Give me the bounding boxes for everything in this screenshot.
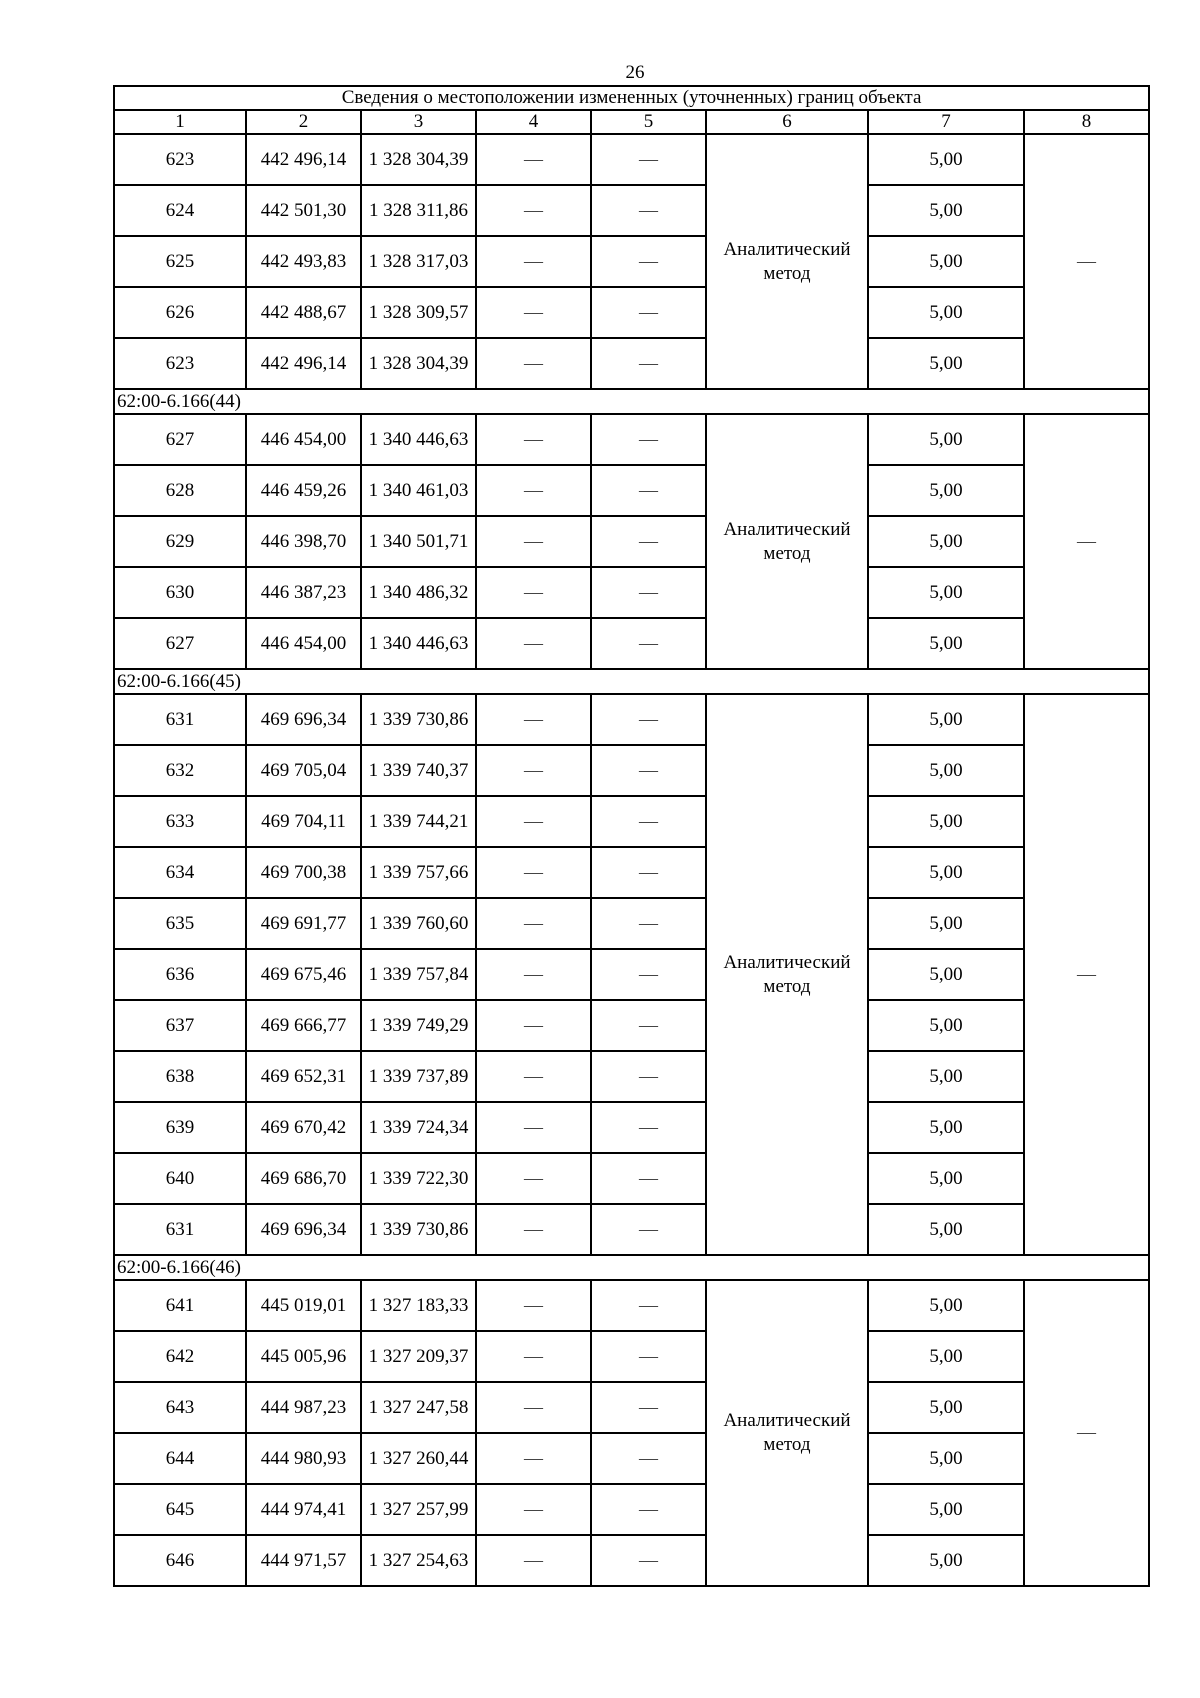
table-row	[114, 516, 1149, 567]
column-5-value: —	[591, 1204, 706, 1255]
section-row	[114, 1255, 1149, 1280]
column-5-value: —	[591, 516, 706, 567]
accuracy-value: 5,00	[868, 287, 1024, 338]
column-5-value: —	[591, 1331, 706, 1382]
x-coordinate: 445 005,96	[246, 1331, 361, 1382]
y-coordinate: 1 339 740,37	[361, 745, 476, 796]
column-4-value: —	[476, 134, 591, 185]
y-coordinate: 1 339 737,89	[361, 1051, 476, 1102]
column-4-value: —	[476, 898, 591, 949]
x-coordinate: 444 980,93	[246, 1433, 361, 1484]
table-body	[114, 86, 1149, 1586]
table-row	[114, 134, 1149, 185]
section-label: 62:00-6.166(45)	[114, 669, 1149, 694]
point-number: 641	[114, 1280, 246, 1331]
column-5-value: —	[591, 465, 706, 516]
y-coordinate: 1 340 486,32	[361, 567, 476, 618]
table-row	[114, 185, 1149, 236]
point-number: 636	[114, 949, 246, 1000]
y-coordinate: 1 327 209,37	[361, 1331, 476, 1382]
column-4-value: —	[476, 1102, 591, 1153]
table-row	[114, 567, 1149, 618]
y-coordinate: 1 340 446,63	[361, 414, 476, 465]
accuracy-value: 5,00	[868, 236, 1024, 287]
x-coordinate: 444 971,57	[246, 1535, 361, 1586]
accuracy-value: 5,00	[868, 618, 1024, 669]
column-5-value: —	[591, 338, 706, 389]
column-5-value: —	[591, 287, 706, 338]
column-5-value: —	[591, 847, 706, 898]
column-header-row	[114, 110, 1149, 134]
column-4-value: —	[476, 236, 591, 287]
x-coordinate: 469 691,77	[246, 898, 361, 949]
accuracy-value: 5,00	[868, 567, 1024, 618]
y-coordinate: 1 328 304,39	[361, 134, 476, 185]
column-8-value: —	[1024, 414, 1149, 669]
table-row	[114, 1153, 1149, 1204]
point-number: 628	[114, 465, 246, 516]
y-coordinate: 1 339 757,84	[361, 949, 476, 1000]
y-coordinate: 1 328 304,39	[361, 338, 476, 389]
y-coordinate: 1 327 260,44	[361, 1433, 476, 1484]
y-coordinate: 1 328 311,86	[361, 185, 476, 236]
x-coordinate: 442 496,14	[246, 338, 361, 389]
table-row	[114, 1280, 1149, 1331]
x-coordinate: 469 705,04	[246, 745, 361, 796]
column-4-value: —	[476, 949, 591, 1000]
column-5-value: —	[591, 796, 706, 847]
table-row	[114, 414, 1149, 465]
column-5-value: —	[591, 1382, 706, 1433]
y-coordinate: 1 327 257,99	[361, 1484, 476, 1535]
accuracy-value: 5,00	[868, 1331, 1024, 1382]
column-4-value: —	[476, 1331, 591, 1382]
y-coordinate: 1 327 183,33	[361, 1280, 476, 1331]
table-row	[114, 1433, 1149, 1484]
table-row	[114, 1484, 1149, 1535]
method-label: Аналитический метод	[706, 414, 868, 669]
table-row	[114, 1000, 1149, 1051]
y-coordinate: 1 327 247,58	[361, 1382, 476, 1433]
table-row	[114, 1204, 1149, 1255]
column-4-value: —	[476, 516, 591, 567]
x-coordinate: 446 387,23	[246, 567, 361, 618]
y-coordinate: 1 339 749,29	[361, 1000, 476, 1051]
column-4-value: —	[476, 1153, 591, 1204]
y-coordinate: 1 339 744,21	[361, 796, 476, 847]
accuracy-value: 5,00	[868, 1153, 1024, 1204]
x-coordinate: 469 670,42	[246, 1102, 361, 1153]
column-5-value: —	[591, 414, 706, 465]
y-coordinate: 1 339 724,34	[361, 1102, 476, 1153]
column-4-value: —	[476, 1484, 591, 1535]
accuracy-value: 5,00	[868, 949, 1024, 1000]
point-number: 627	[114, 618, 246, 669]
point-number: 635	[114, 898, 246, 949]
accuracy-value: 5,00	[868, 847, 1024, 898]
y-coordinate: 1 328 309,57	[361, 287, 476, 338]
column-4-value: —	[476, 1433, 591, 1484]
point-number: 644	[114, 1433, 246, 1484]
x-coordinate: 444 987,23	[246, 1382, 361, 1433]
x-coordinate: 442 501,30	[246, 185, 361, 236]
table-row	[114, 1051, 1149, 1102]
y-coordinate: 1 340 501,71	[361, 516, 476, 567]
table-row	[114, 745, 1149, 796]
column-5-value: —	[591, 1102, 706, 1153]
column-header: 5	[591, 110, 706, 134]
table-row	[114, 287, 1149, 338]
accuracy-value: 5,00	[868, 694, 1024, 745]
column-header: 1	[114, 110, 246, 134]
point-number: 626	[114, 287, 246, 338]
accuracy-value: 5,00	[868, 1535, 1024, 1586]
table-row	[114, 949, 1149, 1000]
column-4-value: —	[476, 287, 591, 338]
x-coordinate: 446 398,70	[246, 516, 361, 567]
y-coordinate: 1 328 317,03	[361, 236, 476, 287]
point-number: 634	[114, 847, 246, 898]
accuracy-value: 5,00	[868, 1433, 1024, 1484]
column-4-value: —	[476, 567, 591, 618]
y-coordinate: 1 340 446,63	[361, 618, 476, 669]
table-title-row	[114, 86, 1149, 110]
column-header: 4	[476, 110, 591, 134]
x-coordinate: 446 454,00	[246, 414, 361, 465]
accuracy-value: 5,00	[868, 516, 1024, 567]
point-number: 630	[114, 567, 246, 618]
x-coordinate: 469 704,11	[246, 796, 361, 847]
column-4-value: —	[476, 796, 591, 847]
column-8-value: —	[1024, 694, 1149, 1255]
point-number: 623	[114, 338, 246, 389]
point-number: 637	[114, 1000, 246, 1051]
x-coordinate: 469 675,46	[246, 949, 361, 1000]
column-4-value: —	[476, 1051, 591, 1102]
x-coordinate: 469 652,31	[246, 1051, 361, 1102]
column-4-value: —	[476, 694, 591, 745]
column-header: 3	[361, 110, 476, 134]
column-5-value: —	[591, 1535, 706, 1586]
table-row	[114, 796, 1149, 847]
accuracy-value: 5,00	[868, 185, 1024, 236]
column-5-value: —	[591, 745, 706, 796]
x-coordinate: 442 496,14	[246, 134, 361, 185]
point-number: 625	[114, 236, 246, 287]
table-title: Сведения о местоположении измененных (уточненных) границ объекта	[114, 86, 1149, 110]
point-number: 623	[114, 134, 246, 185]
table-row	[114, 898, 1149, 949]
column-4-value: —	[476, 465, 591, 516]
table-row	[114, 847, 1149, 898]
table-row	[114, 236, 1149, 287]
column-header: 2	[246, 110, 361, 134]
y-coordinate: 1 339 760,60	[361, 898, 476, 949]
x-coordinate: 444 974,41	[246, 1484, 361, 1535]
x-coordinate: 442 488,67	[246, 287, 361, 338]
column-header: 7	[868, 110, 1024, 134]
x-coordinate: 469 700,38	[246, 847, 361, 898]
accuracy-value: 5,00	[868, 1280, 1024, 1331]
column-5-value: —	[591, 236, 706, 287]
point-number: 638	[114, 1051, 246, 1102]
y-coordinate: 1 339 730,86	[361, 694, 476, 745]
column-4-value: —	[476, 745, 591, 796]
table-row	[114, 1102, 1149, 1153]
column-4-value: —	[476, 847, 591, 898]
method-label: Аналитический метод	[706, 1280, 868, 1586]
column-4-value: —	[476, 1204, 591, 1255]
column-5-value: —	[591, 1051, 706, 1102]
accuracy-value: 5,00	[868, 1382, 1024, 1433]
accuracy-value: 5,00	[868, 1102, 1024, 1153]
table-row	[114, 1382, 1149, 1433]
y-coordinate: 1 340 461,03	[361, 465, 476, 516]
accuracy-value: 5,00	[868, 1484, 1024, 1535]
column-8-value: —	[1024, 1280, 1149, 1586]
point-number: 645	[114, 1484, 246, 1535]
column-5-value: —	[591, 949, 706, 1000]
point-number: 631	[114, 1204, 246, 1255]
accuracy-value: 5,00	[868, 796, 1024, 847]
column-5-value: —	[591, 1484, 706, 1535]
point-number: 640	[114, 1153, 246, 1204]
column-5-value: —	[591, 185, 706, 236]
point-number: 624	[114, 185, 246, 236]
column-4-value: —	[476, 1000, 591, 1051]
point-number: 633	[114, 796, 246, 847]
accuracy-value: 5,00	[868, 745, 1024, 796]
x-coordinate: 469 696,34	[246, 694, 361, 745]
point-number: 631	[114, 694, 246, 745]
table-row	[114, 1535, 1149, 1586]
y-coordinate: 1 339 730,86	[361, 1204, 476, 1255]
table-row	[114, 1331, 1149, 1382]
accuracy-value: 5,00	[868, 898, 1024, 949]
x-coordinate: 469 686,70	[246, 1153, 361, 1204]
x-coordinate: 469 696,34	[246, 1204, 361, 1255]
column-5-value: —	[591, 1433, 706, 1484]
point-number: 629	[114, 516, 246, 567]
accuracy-value: 5,00	[868, 465, 1024, 516]
column-5-value: —	[591, 1000, 706, 1051]
accuracy-value: 5,00	[868, 1051, 1024, 1102]
point-number: 642	[114, 1331, 246, 1382]
column-header: 8	[1024, 110, 1149, 134]
column-4-value: —	[476, 185, 591, 236]
point-number: 643	[114, 1382, 246, 1433]
point-number: 646	[114, 1535, 246, 1586]
column-8-value: —	[1024, 134, 1149, 389]
column-5-value: —	[591, 1153, 706, 1204]
accuracy-value: 5,00	[868, 134, 1024, 185]
y-coordinate: 1 339 722,30	[361, 1153, 476, 1204]
accuracy-value: 5,00	[868, 338, 1024, 389]
point-number: 639	[114, 1102, 246, 1153]
x-coordinate: 446 459,26	[246, 465, 361, 516]
y-coordinate: 1 339 757,66	[361, 847, 476, 898]
column-4-value: —	[476, 414, 591, 465]
x-coordinate: 469 666,77	[246, 1000, 361, 1051]
section-row	[114, 669, 1149, 694]
accuracy-value: 5,00	[868, 1000, 1024, 1051]
page-number: 26	[625, 62, 645, 83]
section-label: 62:00-6.166(46)	[114, 1255, 1149, 1280]
column-5-value: —	[591, 1280, 706, 1331]
y-coordinate: 1 327 254,63	[361, 1535, 476, 1586]
accuracy-value: 5,00	[868, 414, 1024, 465]
point-number: 632	[114, 745, 246, 796]
table-row	[114, 465, 1149, 516]
accuracy-value: 5,00	[868, 1204, 1024, 1255]
boundary-coordinates-table	[113, 85, 1150, 1587]
table-row	[114, 694, 1149, 745]
section-row	[114, 389, 1149, 414]
column-5-value: —	[591, 567, 706, 618]
column-5-value: —	[591, 134, 706, 185]
x-coordinate: 445 019,01	[246, 1280, 361, 1331]
section-label: 62:00-6.166(44)	[114, 389, 1149, 414]
column-header: 6	[706, 110, 868, 134]
column-4-value: —	[476, 1382, 591, 1433]
point-number: 627	[114, 414, 246, 465]
table-row	[114, 618, 1149, 669]
method-label: Аналитический метод	[706, 134, 868, 389]
column-4-value: —	[476, 1535, 591, 1586]
x-coordinate: 442 493,83	[246, 236, 361, 287]
column-4-value: —	[476, 1280, 591, 1331]
column-5-value: —	[591, 694, 706, 745]
method-label: Аналитический метод	[706, 694, 868, 1255]
column-5-value: —	[591, 898, 706, 949]
table-row	[114, 338, 1149, 389]
column-4-value: —	[476, 338, 591, 389]
column-5-value: —	[591, 618, 706, 669]
x-coordinate: 446 454,00	[246, 618, 361, 669]
column-4-value: —	[476, 618, 591, 669]
